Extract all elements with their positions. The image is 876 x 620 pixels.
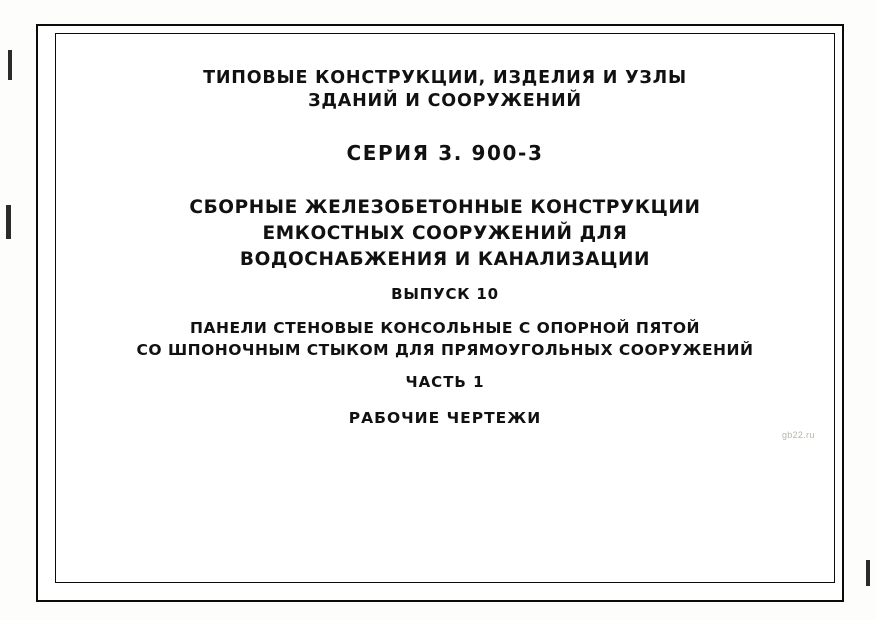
document-type: РАБОЧИЕ ЧЕРТЕЖИ [348,409,542,427]
subtitle-line-1: ПАНЕЛИ СТЕНОВЫЕ КОНСОЛЬНЫЕ С ОПОРНОЙ ПЯТОЙ [190,319,700,337]
scan-edge-artifact-bottom [6,205,11,239]
scan-edge-artifact-right [866,560,870,586]
main-title-line-1: СБОРНЫЕ ЖЕЛЕЗОБЕТОННЫЕ КОНСТРУКЦИИ [189,197,701,218]
subtitle-line-2: СО ШПОНОЧНЫМ СТЫКОМ ДЛЯ ПРЯМОУГОЛЬНЫХ СООРУЖЕНИЙ [136,341,754,359]
series-number: СЕРИЯ 3. 900-3 [346,141,544,165]
issue-number: ВЫПУСК 10 [391,285,499,303]
scan-edge-artifact-top [8,50,12,80]
title-block [80,55,810,427]
main-title-line-3: ВОДОСНАБЖЕНИЯ И КАНАЛИЗАЦИИ [239,249,651,270]
main-title-line-2: ЕМКОСТНЫХ СООРУЖЕНИЙ ДЛЯ [262,223,628,244]
part-number: ЧАСТЬ 1 [405,373,485,391]
header-line-2: ЗДАНИЙ И СООРУЖЕНИЙ [308,91,582,111]
watermark-text: gb22.ru [782,430,815,440]
header-line-1: ТИПОВЫЕ КОНСТРУКЦИИ, ИЗДЕЛИЯ И УЗЛЫ [203,68,687,88]
